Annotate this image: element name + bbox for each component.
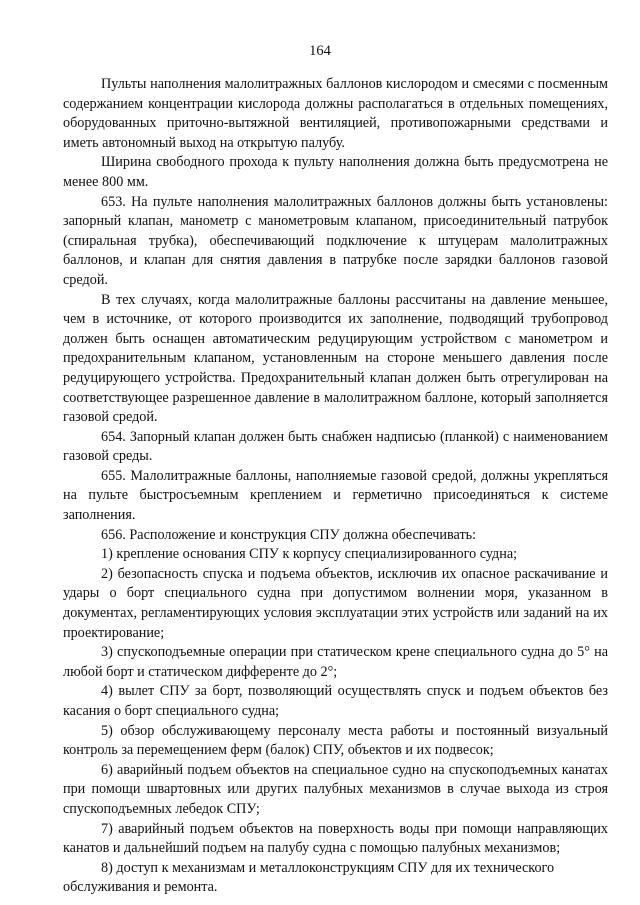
list-item-5: 5) обзор обслуживающему персоналу места работы и постоянный визуальный контроль за перемещением ферм (балок) СПУ, объектов и их подвесок; [63, 722, 608, 759]
paragraph-filling-station-location: Пульты наполнения малолитражных баллонов кислородом и смесями с посменным содержанием концентрации кислорода должны располагаться в отдельных помещениях, оборудованных приточно-вытяжной вентиляцией, противопожарными средствами и иметь автономный выход на открытую палубу. [63, 76, 608, 151]
document-body [63, 75, 608, 898]
list-item-4: 4) вылет СПУ за борт, позволяющий осуществлять спуск и подъем объектов без касания о борт специального судна; [63, 683, 608, 719]
paragraph-653: 653. На пульте наполнения малолитражных баллонов должны быть установлены: запорный клапан, манометр с манометровым клапаном, присоединительный патрубок (спиральная трубка), обеспечивающий подключение к штуцерам малолитражных баллонов, и клапан для снятия давления в патрубке после зарядки баллонов газовой средой. [63, 193, 608, 288]
list-item-7: 7) аварийный подъем объектов на поверхность воды при помощи направляющих канатов и дальнейший подъем на палубу судна с помощью палубных механизмов; [63, 820, 608, 857]
paragraph-655: 655. Малолитражные баллоны, наполняемые газовой средой, должны укрепляться на пульте быстросъемным креплением и герметично присоединяться к системе заполнения. [63, 467, 608, 524]
paragraph-654: 654. Запорный клапан должен быть снабжен надписью (планкой) с наименованием газовой среды. [63, 428, 608, 465]
page-number: 164 [309, 43, 331, 59]
list-item-6: 6) аварийный подъем объектов на специальное судно на спускоподъемных канатах при помощи швартовных или других палубных механизмов в случае выхода из строя спускоподъемных лебедок СПУ; [63, 761, 608, 817]
list-item-2: 2) безопасность спуска и подъема объектов, исключив их опасное раскачивание и удары о борт специального судна при допустимом волнении моря, указанном в документах, регламентирующих условия эксплуатации этих устройств или заданий на их проектирование; [63, 565, 608, 641]
list-item-8: 8) доступ к механизмам и металлоконструкциям СПУ для их технического обслуживания и ремонта. [63, 859, 555, 896]
list-item-1: 1) крепление основания СПУ к корпусу специализированного судна; [101, 546, 518, 563]
list-item-3: 3) спускоподъемные операции при статическом крене специального судна до 5° на любой борт и статическом дифференте до 2°; [63, 644, 608, 680]
paragraph-656: 656. Расположение и конструкция СПУ должна обеспечивать: [101, 526, 477, 543]
paragraph-pressure-reduction: В тех случаях, когда малолитражные баллоны рассчитаны на давление меньшее, чем в источнике, от которого производится их заполнение, подводящий трубопровод должен быть оснащен автоматическим редуцирующим устройством с манометром и предохранительным клапаном, установленным на стороне меньшего давления после редуцирующего устройства. Предохранительный клапан должен быть отрегулирован на соответствующее разрешенное давление в малолитражном баллоне, который заполняется газовой средой. [63, 291, 608, 426]
paragraph-passage-width: Ширина свободного прохода к пульту наполнения должна быть предусмотрена не менее 800 мм. [63, 154, 608, 190]
